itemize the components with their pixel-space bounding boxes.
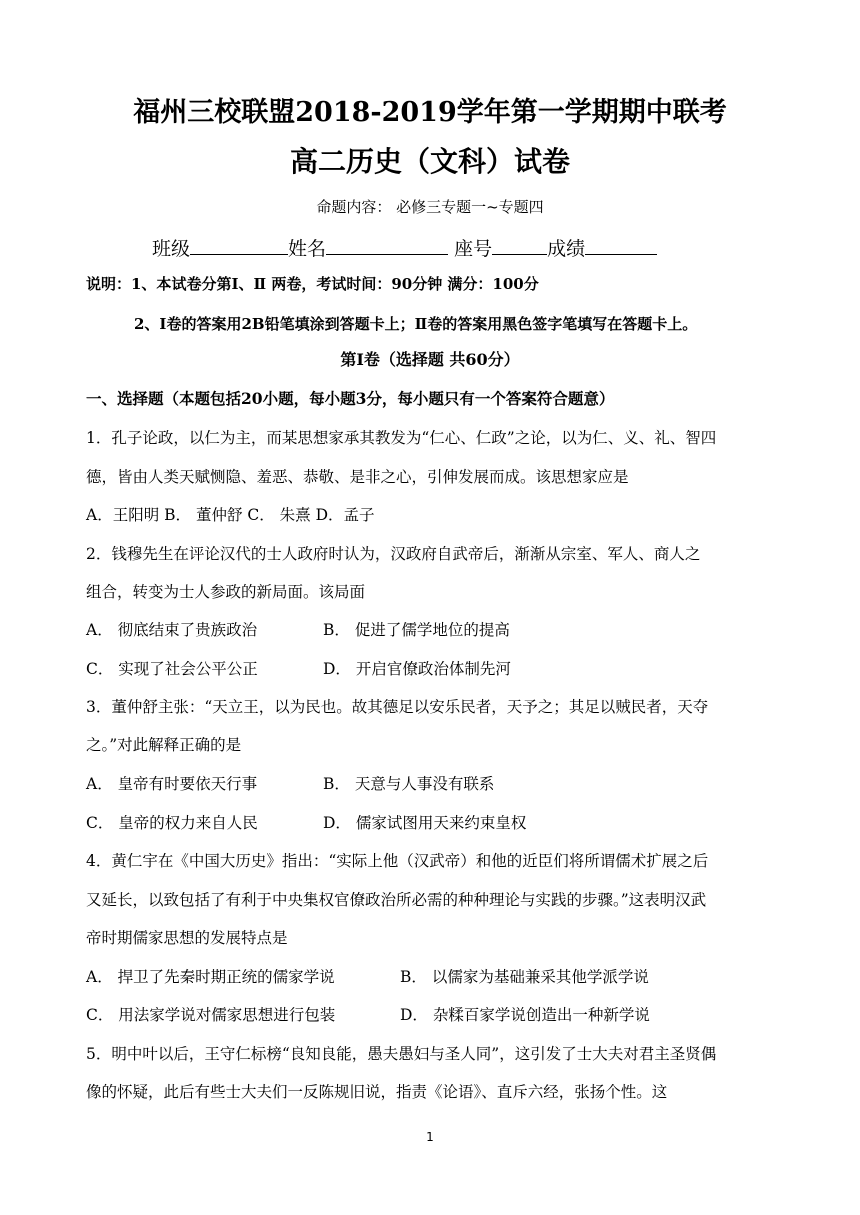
name-blank[interactable] [326, 232, 448, 255]
question-3-stem-line-1: 3．董仲舒主张：“天立王，以为民也。故其德足以安乐民者，天予之；其足以贼民者，天夺 [86, 698, 709, 716]
question-2-option-a: A． 彻底结束了贵族政治 [86, 621, 258, 639]
class-blank[interactable] [190, 232, 288, 255]
question-1-stem-line-2: 德，皆由人类天赋恻隐、羞恶、恭敬、是非之心，引伸发展而成。该思想家应是 [86, 468, 629, 486]
question-2-option-d: D． 开启官僚政治体制先河 [323, 660, 511, 678]
exam-scope: 命题内容： 必修三专题一~专题四 [316, 198, 544, 216]
name-label: 姓名 [288, 238, 327, 260]
class-label: 班级 [152, 238, 191, 260]
question-4-stem-line-3: 帝时期儒家思想的发展特点是 [86, 929, 288, 947]
question-4-option-a: A． 捍卫了先秦时期正统的儒家学说 [86, 968, 335, 986]
exam-subtitle: 高二历史（文科）试卷 [289, 145, 570, 178]
question-2-stem-line-1: 2．钱穆先生在评论汉代的士人政府时认为，汉政府自武帝后，渐渐从宗室、军人、商人之 [86, 545, 701, 563]
question-4-option-c: C． 用法家学说对儒家思想进行包装 [86, 1006, 336, 1024]
instruction-line-2: 2、Ⅰ卷的答案用2B铅笔填涂到答题卡上；Ⅱ卷的答案用黑色签字笔填写在答题卡上。 [134, 315, 698, 333]
seat-label: 座号 [454, 238, 493, 260]
question-4-stem-line-1: 4．黄仁宇在《中国大历史》指出：“实际上他（汉武帝）和他的近臣们将所谓儒术扩展之后 [86, 852, 709, 870]
score-blank[interactable] [585, 232, 657, 255]
question-2-option-c: C． 实现了社会公平公正 [86, 660, 258, 678]
question-1-options: A．王阳明 B． 董仲舒 C． 朱熹 D．孟子 [86, 506, 375, 524]
question-4-option-d: D． 杂糅百家学说创造出一种新学说 [400, 1006, 650, 1024]
question-2-option-b: B． 促进了儒学地位的提高 [323, 621, 510, 639]
page-number: 1 [426, 1130, 434, 1144]
question-4-stem-line-2: 又延长，以致包括了有利于中央集权官僚政治所必需的种种理论与实践的步骤。”这表明汉武 [86, 891, 707, 909]
question-2-stem-line-2: 组合，转变为士人参政的新局面。该局面 [86, 583, 366, 601]
instruction-line-1: 说明：1、本试卷分第Ⅰ、Ⅱ 两卷，考试时间：90分钟 满分：100分 [86, 275, 539, 293]
question-3-option-d: D． 儒家试图用天来约束皇权 [323, 814, 527, 832]
seat-blank[interactable] [492, 232, 547, 255]
question-5-stem-line-2: 像的怀疑，此后有些士大夫们一反陈规旧说，指责《论语》、直斥六经，张扬个性。这 [86, 1083, 668, 1101]
question-4-option-b: B． 以儒家为基础兼采其他学派学说 [400, 968, 649, 986]
question-5-stem-line-1: 5．明中叶以后，王守仁标榜“良知良能，愚夫愚妇与圣人同”，这引发了士大夫对君主圣贤偶 [86, 1045, 717, 1063]
question-3-option-b: B． 天意与人事没有联系 [323, 775, 495, 793]
student-info-row [152, 232, 657, 264]
score-label: 成绩 [547, 238, 586, 260]
question-3-option-a: A． 皇帝有时要依天行事 [86, 775, 258, 793]
question-3-option-c: C． 皇帝的权力来自人民 [86, 814, 258, 832]
part-heading: 一、选择题（本题包括20小题，每小题3分，每小题只有一个答案符合题意） [86, 389, 615, 408]
section-title: 第Ⅰ卷（选择题 共60分） [340, 350, 520, 369]
question-1-stem-line-1: 1．孔子论政，以仁为主，而某思想家承其教发为“仁心、仁政”之论，以为仁、义、礼、智四 [86, 429, 717, 447]
question-3-stem-line-2: 之。”对此解释正确的是 [86, 736, 242, 754]
exam-title: 福州三校联盟2018-2019学年第一学期期中联考 [133, 97, 727, 128]
